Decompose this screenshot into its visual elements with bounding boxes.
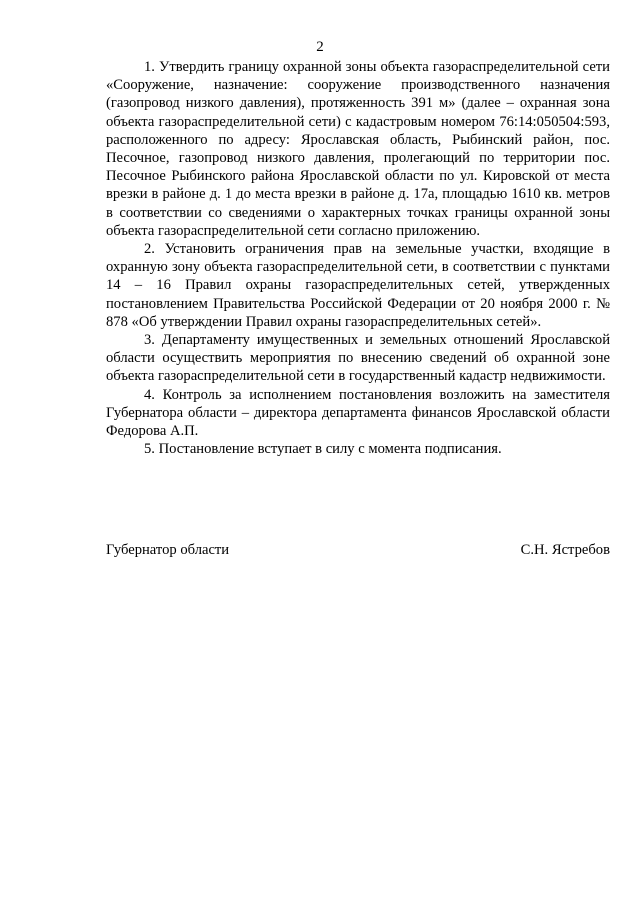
page-number: 2 [316, 39, 324, 55]
signature-block [106, 541, 610, 561]
paragraph-5: 5. Постановление вступает в силу с момента подписания. [144, 441, 502, 458]
paragraph-3: 3. Департаменту имущественных и земельных отношений Ярославской области осуществить мероприятия по внесению сведений об охранной зоне объекта газораспределительной сети в государственный кадастр недвижимости. [106, 332, 610, 385]
signatory-title: Губернатор области [106, 542, 230, 558]
paragraph-4: 4. Контроль за исполнением постановления возложить на заместителя Губернатора области – директора департамента финансов Ярославской области Федорова А.П. [106, 386, 610, 440]
document-body [106, 58, 610, 458]
signatory-name: С.Н. Ястребов [520, 542, 610, 558]
paragraph-1: 1. Утвердить границу охранной зоны объекта газораспределительной сети «Сооружение, назначение: сооружение производственного назначения (газопровод низкого давления), протяженность 391 м» (далее – охранная зона объекта газораспределительной сети) с кадастровым номером 76:14:050504:593, расположенного по адресу: Ярославская область, Рыбинский район, пос. Песочное, газопровод низкого давления, пролегающий по территории пос. Песочное Рыбинского района Ярославской области по ул. Кировской от места врезки в районе д. 1 до места врезки в районе д. 17а, площадью 1610 кв. метров в соответствии со сведениями о характерных точках границы охранной зоны объекта газораспределительной сети согласно приложению. [106, 59, 610, 239]
paragraph-2: 2. Установить ограничения прав на земельные участки, входящие в охранную зону объекта газораспределительной сети, в соответствии с пунктами 14 – 16 Правил охраны газораспределительных сетей, утвержденных постановлением Правительства Российской Федерации от 20 ноября 2000 г. № 878 «Об утверждении Правил охраны газораспределительных сетей». [106, 241, 610, 330]
